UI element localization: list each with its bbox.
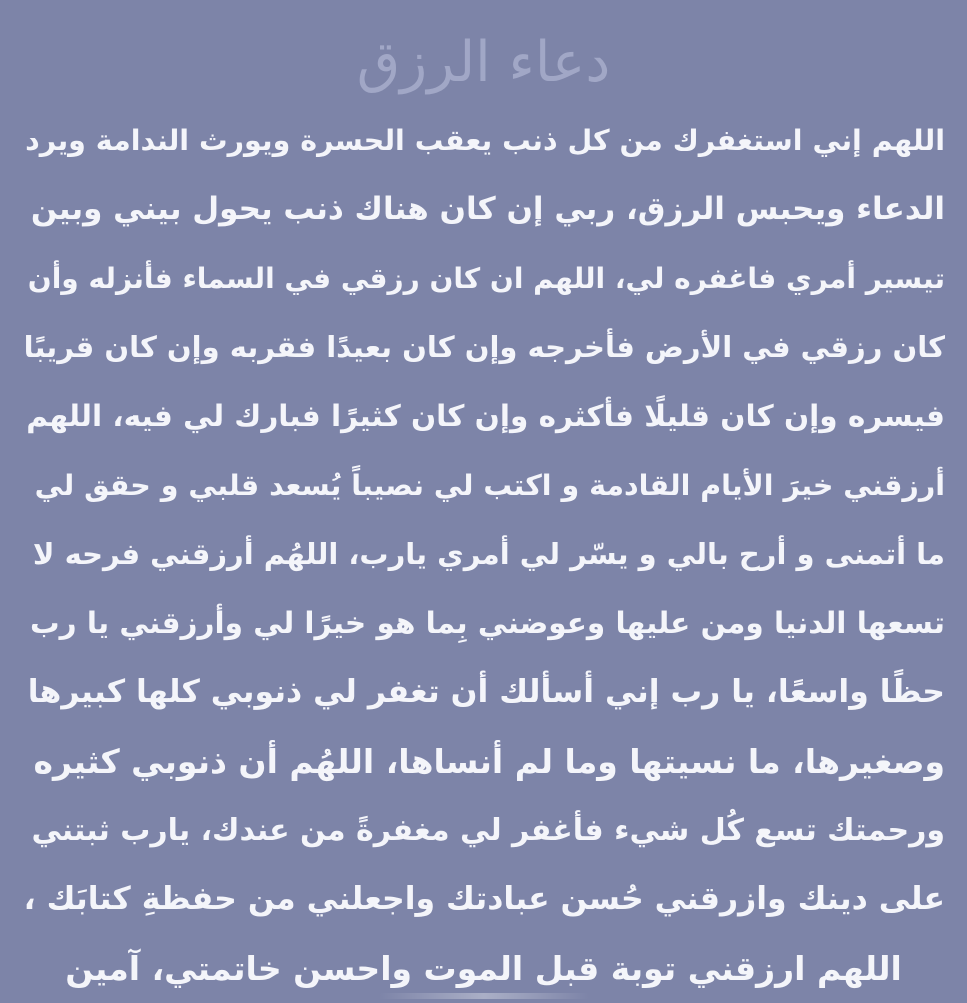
prayer-line-3: تيسير أمري فاغفره لي، اللهم ان كان رزقي في السماء فأنزله وأن: [27, 262, 945, 295]
prayer-line-10: وصغيرها، ما نسيتها وما لم أنساها، اللهُم أن ذنوبي كثيره: [33, 742, 945, 781]
page-title: دعاء الرزق: [356, 30, 611, 95]
prayer-line-11: ورحمتك تسع كُل شيء فأغفر لي مغفرةً من عندك، يارب ثبتني: [31, 813, 945, 848]
prayer-line-5: فيسره وإن كان قليلًا فأكثره وإن كان كثيرًا فبارك لي فيه، اللهم: [26, 399, 945, 433]
prayer-line-8: تسعها الدنيا ومن عليها وعوضني بِما هو خيرًا لي وأرزقني يا رب: [30, 606, 945, 640]
prayer-text: [22, 106, 945, 1003]
prayer-line-6: أرزقني خيرَ الأيام القادمة و اكتب لي نصيباً يُسعد قلبي و حقق لي: [34, 469, 945, 502]
prayer-line-1: اللهم إني استغفرك من كل ذنب يعقب الحسرة ويورث الندامة ويرد: [25, 124, 945, 157]
prayer-line-2: الدعاء ويحبس الرزق، ربي إن كان هناك ذنب يحول بيني وبين: [30, 191, 945, 227]
prayer-line-9: حظًا واسعًا، يا رب إني أسألك أن تغفر لي ذنوبي كلها كبيرها: [27, 674, 945, 710]
prayer-line-12: على دينك وازرقني حُسن عبادتك واجعلني من حفظةِ كتابَك ،: [23, 881, 945, 917]
prayer-line-13: اللهم ارزقني توبة قبل الموت واحسن خاتمتي، آمين: [65, 949, 902, 988]
prayer-line-7: ما أتمنى و أرح بالي و يسّر لي أمري يارب، اللهُم أرزقني فرحه لا: [32, 537, 945, 571]
footer-decoration: [379, 993, 589, 999]
prayer-line-4: كان رزقي في الأرض فأخرجه وإن كان بعيدًا فقربه وإن كان قريبًا: [23, 330, 945, 364]
